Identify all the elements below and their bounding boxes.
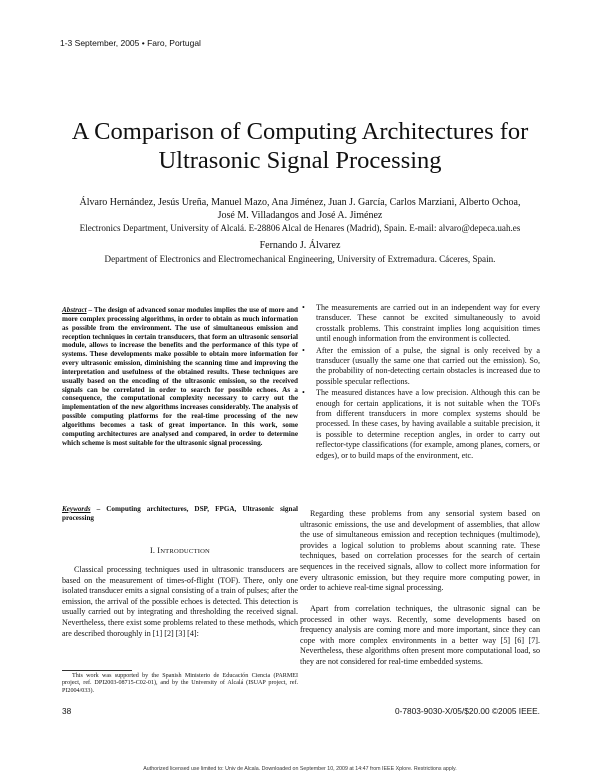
list-item-text: After the emission of a pulse, the signal is only received by a transducer (usually the same one that carried out the emission). So, the probability of non-detecting certain obstacles is increased due to possible specular reflections.: [316, 345, 540, 386]
authors-line-2: José M. Villadangos and José A. Jiménez: [217, 210, 383, 221]
conference-header: 1-3 September, 2005 • Faro, Portugal: [60, 38, 201, 48]
section-number: I.: [149, 546, 158, 555]
abstract-label: Abstract: [62, 306, 87, 314]
author-list: [60, 196, 540, 222]
list-item-text: The measured distances have a low precision. Although this can be enough for certain applications, it is not suitable when the TOFs from different transducers in more complex systems should be processed. In these cases, by having available a suitable precision, it is possible to determine reception angles, in order to carry out reflector-type classifications (for example, among planes, corners, or edges), or to build maps of the environment, etc.: [316, 388, 540, 460]
page-number: 38: [62, 706, 72, 716]
license-notice: Authorized licensed use limited to: Univ de Alcala. Downloaded on September 10, 2009 at 14:47 from IEEE Xplore. Restrictions apply.: [143, 766, 457, 772]
list-item: [300, 346, 540, 388]
copyright-notice: 0-7803-9030-X/05/$20.00 ©2005 IEEE.: [395, 706, 540, 716]
list-item: [300, 303, 540, 345]
body-paragraph-right-2: Apart from correlation techniques, the ultrasonic signal can be processed in other ways. Recently, some developments based on frequency analysis are coming more and more important, since they can cope with more complex environments in a better way [5] [6] [7]. Nevertheless, these algorithms often present more computational load, so they are not considered for real-time embedded systems.: [300, 604, 540, 666]
keywords: [62, 505, 298, 523]
keywords-label: Keywords: [62, 505, 91, 513]
bullet-icon: •: [302, 303, 305, 312]
section-title-rest: NTRODUCTION: [160, 548, 211, 555]
title-line-1: A Comparison of Computing Architectures for: [71, 118, 529, 145]
bullet-icon: •: [302, 345, 305, 355]
problem-list: [300, 303, 540, 462]
paper-title: [40, 117, 560, 175]
body-paragraph-right-1: Regarding these problems from any sensorial system based on ultrasonic emissions, the use and development of assemblies, that allow the use of simultaneous emission and reception techniques (multimode), provides a logical solution to problems about scanning rate. These techniques, based on correlation processes for the search of certain sequences in the received signals, allow to collect more information for every ultrasonic emission, but they require more computing power, in order to achieve real-time signal processing.: [300, 509, 540, 593]
second-author: Fernando J. Álvarez: [259, 240, 341, 251]
list-item-text: The measurements are carried out in an independent way for every transducer. These cannot be excited simultaneously to avoid crosstalk problems. This constraint implies long acquisition times until enough information from the environment is collected.: [316, 303, 540, 344]
abstract: [62, 306, 298, 448]
section-heading-introduction: [62, 546, 298, 555]
list-item: [300, 388, 540, 461]
bullet-icon: •: [302, 388, 305, 398]
keywords-text: – Computing architectures, DSP, FPGA, Ultrasonic signal processing: [62, 505, 298, 522]
footnote-divider: [62, 670, 132, 671]
affiliation-1: Electronics Department, University of Alcalá. E-28806 Alcal de Henares (Madrid), Spain. E-mail: alvaro@depeca.uah.es: [79, 223, 521, 233]
authors-line-1: Álvaro Hernández, Jesús Ureña, Manuel Mazo, Ana Jiménez, Juan J. García, Carlos Marziani, Alberto Ochoa,: [79, 197, 521, 208]
intro-paragraph: Classical processing techniques used in ultrasonic transducers are based on the measurement of times-of-flight (TOF). There, only one isolated transducer emits a signal consisting of a train of pulses; after the emission, the arrival of the possible echoes is detected. This detection is usually carried out by integrating and thresholding the received signal. Nevertheless, there exist some problems related to these methods, which are described thoroughly in [1] [2] [3] [4]:: [62, 565, 298, 638]
title-line-2: Ultrasonic Signal Processing: [158, 147, 442, 174]
funding-footnote: This work was supported by the Spanish Ministerio de Educación Ciencia (PARMEI project, ref. DPI2003-08715-C02-01), and by the University of Alcalá (ISUAP project, ref. PI2004/033).: [62, 673, 298, 694]
abstract-text: – The design of advanced sonar modules implies the use of more and more complex processing algorithms, in order to obtain as much information as possible from the environment. The use of simultaneous emission and reception techniques in certain transducers, that form an ultrasonic sensorial module, allows to increase the benefits and the performance of this type of systems. These developments make possible to obtain more information for every ultrasonic emission, diminishing the scanning time and improving the interpretation and usefulness of the obtained results. These techniques are usually based on the encoding of the ultrasonic emission, so the received signals can be correlated in order to search for possible echoes. As a consequence, the computational complexity necessary to carry out the implementation of the new algorithms increases considerably. The analysis of possible computing platforms for the real-time processing of the new algorithms becomes a task of great importance. In this work, some computing architectures are analysed and compared, in order to determine which scheme is most suitable for the ultrasonic signal processing.: [62, 306, 298, 447]
section-initial: I: [157, 546, 161, 555]
affiliation-2: Department of Electronics and Electromechanical Engineering, University of Extremadura. Cáceres, Spain.: [104, 254, 496, 264]
